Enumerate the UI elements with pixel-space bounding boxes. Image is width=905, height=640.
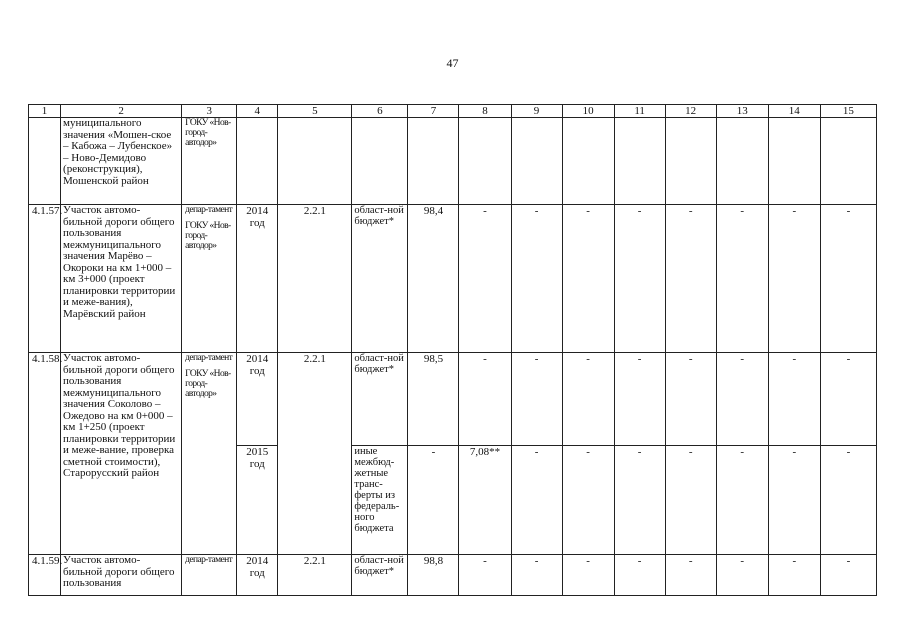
value-cell: -	[768, 446, 820, 555]
year: 2014 год	[237, 353, 278, 446]
column-header: 5	[278, 105, 352, 118]
column-header: 2	[61, 105, 182, 118]
executor-line: депар-тамент	[185, 353, 233, 363]
column-header: 9	[511, 105, 562, 118]
value-cell	[511, 118, 562, 205]
year	[237, 118, 278, 205]
value-cell: -	[820, 555, 876, 596]
column-header: 10	[562, 105, 614, 118]
column-header: 3	[182, 105, 237, 118]
value-cell: -	[768, 353, 820, 446]
year: 2014 год	[237, 205, 278, 353]
column-header: 12	[665, 105, 716, 118]
value-cell: -	[768, 555, 820, 596]
value-cell: -	[511, 205, 562, 353]
value-cell: -	[408, 446, 459, 555]
program-table	[28, 104, 877, 596]
row-id: 4.1.57.	[29, 205, 61, 353]
value-cell: -	[820, 353, 876, 446]
value-cell: -	[768, 205, 820, 353]
value-cell: -	[562, 205, 614, 353]
object-name: Участок автомо-бильной дороги общего пользования межмуниципального значения Марёво – Окороки на км 1+000 – км 3+000 (проект планировки территории и меже-вания), Марёвский район	[61, 205, 182, 353]
value-cell: -	[459, 353, 511, 446]
funding-source	[352, 118, 408, 205]
value-cell	[665, 118, 716, 205]
value-cell: -	[459, 555, 511, 596]
value-cell: -	[459, 205, 511, 353]
column-header: 13	[716, 105, 768, 118]
table-row	[29, 555, 877, 596]
table-row	[29, 205, 877, 353]
column-header: 11	[614, 105, 665, 118]
row-id: 4.1.59.	[29, 555, 61, 596]
indicator: 2.2.1	[278, 353, 352, 555]
funding-source: иные межбюд-жетные транс-ферты из федераль-ного бюджета	[352, 446, 408, 555]
value-cell	[459, 118, 511, 205]
column-header: 14	[768, 105, 820, 118]
row-id: 4.1.58.	[29, 353, 61, 555]
funding-source: област-ной бюджет*	[352, 555, 408, 596]
table-row	[29, 118, 877, 205]
executor	[182, 205, 237, 353]
funding-source: област-ной бюджет*	[352, 205, 408, 353]
value-cell	[716, 118, 768, 205]
value-cell: -	[562, 353, 614, 446]
value-cell	[820, 118, 876, 205]
year: 2014 год	[237, 555, 278, 596]
value-cell: -	[665, 353, 716, 446]
value-cell	[614, 118, 665, 205]
value-cell: 98,4	[408, 205, 459, 353]
executor-line: ГОКУ «Нов-город-автодор»	[185, 221, 231, 251]
value-cell: -	[511, 555, 562, 596]
value-cell: -	[716, 555, 768, 596]
executor	[182, 353, 237, 555]
value-cell: 98,8	[408, 555, 459, 596]
executor-line: ГОКУ «Нов-город-автодор»	[185, 369, 231, 399]
value-cell: -	[511, 353, 562, 446]
value-cell: -	[665, 205, 716, 353]
object-name: муниципального значения «Мошен-ское – Кабожа – Лубенское» – Ново-Демидово (реконструкция), Мошенской район	[61, 118, 182, 205]
indicator: 2.2.1	[278, 205, 352, 353]
executor: ГОКУ «Нов-город-автодор»	[182, 118, 237, 205]
value-cell	[562, 118, 614, 205]
column-header: 1	[29, 105, 61, 118]
value-cell	[768, 118, 820, 205]
executor-line: депар-тамент	[185, 205, 233, 215]
value-cell: -	[665, 555, 716, 596]
table-row	[29, 353, 877, 446]
indicator	[278, 118, 352, 205]
value-cell: -	[820, 446, 876, 555]
header-row	[29, 105, 877, 118]
value-cell: -	[562, 555, 614, 596]
value-cell: -	[665, 446, 716, 555]
column-header: 6	[352, 105, 408, 118]
value-cell: -	[562, 446, 614, 555]
value-cell: 7,08**	[459, 446, 511, 555]
value-cell: -	[716, 446, 768, 555]
executor: депар-тамент	[182, 555, 237, 596]
value-cell: -	[716, 205, 768, 353]
funding-source: област-ной бюджет*	[352, 353, 408, 446]
column-header: 8	[459, 105, 511, 118]
year: 2015 год	[237, 446, 278, 555]
column-header: 15	[820, 105, 876, 118]
value-cell: -	[614, 205, 665, 353]
column-header: 7	[408, 105, 459, 118]
value-cell: 98,5	[408, 353, 459, 446]
value-cell: -	[614, 555, 665, 596]
value-cell: -	[614, 353, 665, 446]
value-cell: -	[716, 353, 768, 446]
object-name: Участок автомо-бильной дороги общего пользования	[61, 555, 182, 596]
indicator: 2.2.1	[278, 555, 352, 596]
value-cell: -	[614, 446, 665, 555]
value-cell: -	[511, 446, 562, 555]
page-number: 47	[446, 56, 459, 70]
row-id	[29, 118, 61, 205]
column-header: 4	[237, 105, 278, 118]
value-cell	[408, 118, 459, 205]
object-name: Участок автомо-бильной дороги общего пользования межмуниципального значения Соколово – Ожедово на км 0+000 – км 1+250 (проект планировки территории и меже-вание, проверка сметной стоимости), Старорусский район	[61, 353, 182, 555]
value-cell: -	[820, 205, 876, 353]
